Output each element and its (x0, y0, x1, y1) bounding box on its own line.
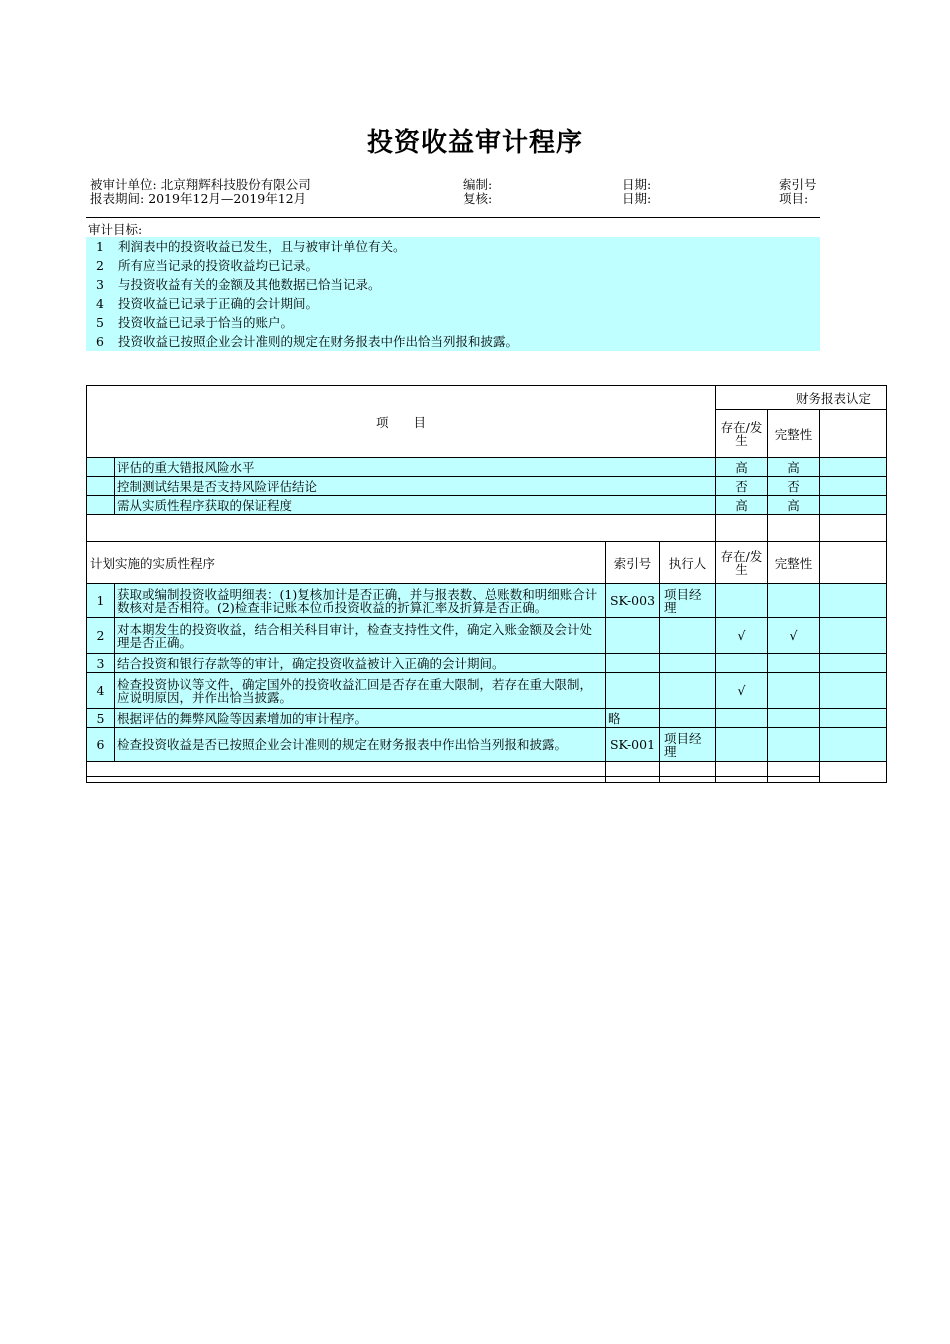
empty-row (87, 762, 887, 783)
existence-header: 存在/发生 (716, 410, 768, 458)
page-title: 投资收益审计程序 (366, 128, 583, 158)
period-line (90, 189, 306, 207)
risk-row: 需从实质性程序获取的保证程度 高 高 (87, 496, 887, 515)
executor-header: 执行人 (660, 542, 716, 584)
procedure-table (86, 385, 887, 783)
objective-item: 5 投资收益已记录于恰当的账户。 (96, 315, 294, 330)
table-header-row (87, 386, 887, 410)
procedure-row: 1 获取或编制投资收益明细表：(1)复核加计是否正确，并与报表数、总账数和明细账合计数核对是否相符。(2)检查非记账本位币投资收益的折算汇率及折算是否正确。 SK-003 项目经理 (87, 584, 887, 618)
entity-value: 北京翔辉科技股份有限公司 (160, 177, 311, 192)
reviewed-label: 复核: (463, 191, 493, 206)
procedure-header: 计划实施的实质性程序 (87, 542, 606, 584)
procedure-row: 6 检查投资收益是否已按照企业会计准则的规定在财务报表中作出恰当列报和披露。 SK-001 项目经理 (87, 728, 887, 762)
entity-label: 被审计单位: (90, 177, 157, 192)
item-header: 项 目 (87, 386, 716, 458)
procedure-row: 4 检查投资协议等文件，确定国外的投资收益汇回是否存在重大限制，若存在重大限制，应说明原因，并作出恰当披露。 √ (87, 673, 887, 709)
objective-item: 2 所有应当记录的投资收益均已记录。 (96, 258, 319, 273)
header-divider (86, 217, 820, 218)
objectives-list (86, 237, 820, 351)
procedure-table-viewport[interactable] (86, 385, 872, 777)
procedure-row: 3 结合投资和银行存款等的审计，确定投资收益被计入正确的会计期间。 (87, 654, 887, 673)
objectives-label: 审计目标: (88, 222, 143, 237)
period-value: 2019年12月—2019年12月 (148, 191, 307, 206)
objective-item: 6 投资收益已按照企业会计准则的规定在财务报表中作出恰当列报和披露。 (96, 334, 519, 349)
existence-header: 存在/发生 (716, 542, 768, 584)
index-header: 索引号 (606, 542, 660, 584)
date1-label: 日期: (622, 177, 652, 192)
risk-row: 控制测试结果是否支持风险评估结论 否 否 (87, 477, 887, 496)
completeness-header: 完整性 (768, 542, 820, 584)
assertion-section-header: 财务报表认定 (716, 386, 887, 410)
period-label: 报表期间: (90, 191, 145, 206)
objective-item: 3 与投资收益有关的金额及其他数据已恰当记录。 (96, 277, 381, 292)
date2-label: 日期: (622, 191, 652, 206)
index-label: 索引号 (779, 177, 817, 192)
procedure-row: 2 对本期发生的投资收益，结合相关科目审计，检查支持性文件，确定入账金额及会计处理是否正确。 √ √ (87, 618, 887, 654)
objective-item: 1 利润表中的投资收益已发生，且与被审计单位有关。 (96, 239, 406, 254)
spacer-row (87, 515, 887, 542)
procedure-row: 5 根据评估的舞弊风险等因素增加的审计程序。 略 (87, 709, 887, 728)
procedure-header-row (87, 542, 887, 584)
prepared-label: 编制: (463, 177, 493, 192)
completeness-header: 完整性 (768, 410, 820, 458)
objective-item: 4 投资收益已记录于正确的会计期间。 (96, 296, 319, 311)
project-label: 项目: (779, 191, 809, 206)
risk-row: 评估的重大错报风险水平 高 高 (87, 458, 887, 477)
